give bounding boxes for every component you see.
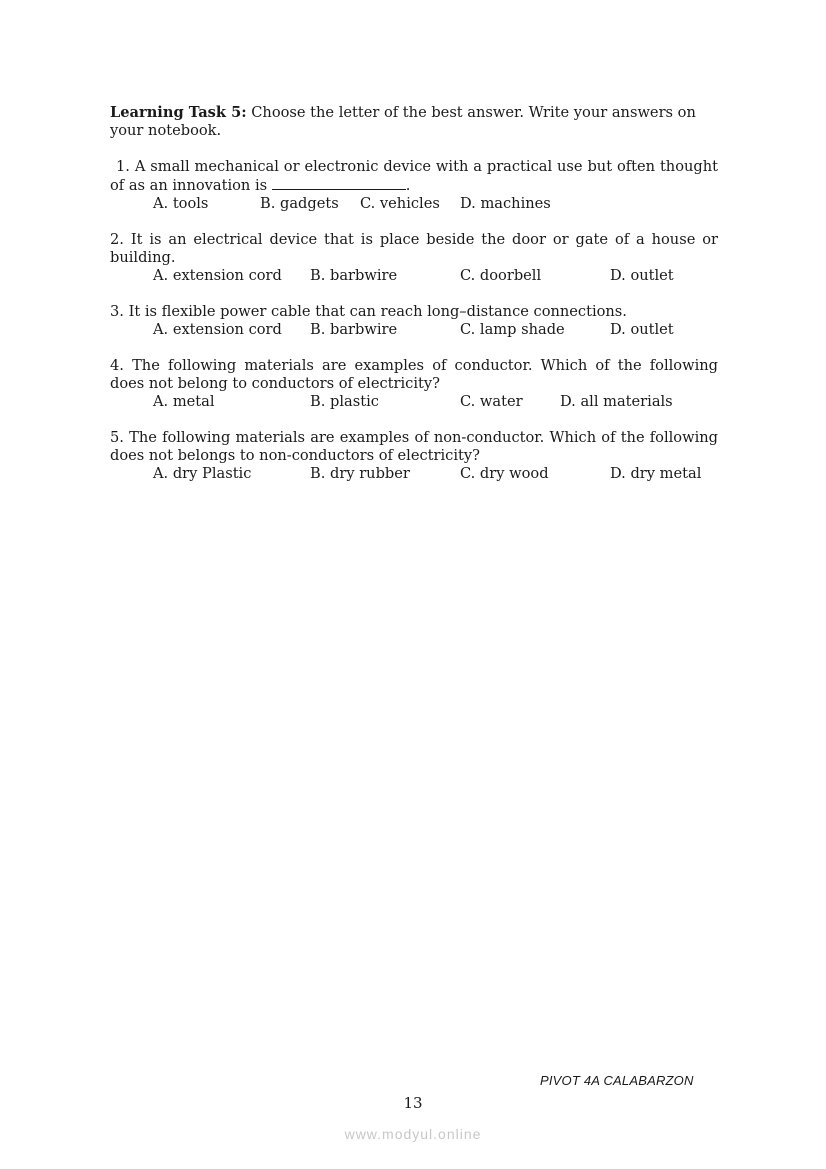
choice-a: A. extension cord: [153, 267, 282, 284]
choice-list: [110, 321, 718, 339]
question-2: [110, 231, 718, 285]
question-1-text: 1. A small mechanical or electronic device with a practical use but often thought of as an innovation is: [110, 158, 718, 194]
choice-c: C. dry wood: [460, 465, 549, 482]
answer-blank: [272, 176, 406, 190]
choice-a: A. dry Plastic: [153, 465, 252, 482]
choice-b: B. barbwire: [310, 321, 398, 338]
task-label: Learning Task 5:: [110, 104, 247, 121]
question-text: [110, 158, 718, 195]
question-1: [110, 158, 718, 213]
choice-d: D. outlet: [610, 321, 674, 338]
choice-c: C. doorbell: [460, 267, 542, 284]
choice-c: C. lamp shade: [460, 321, 565, 338]
choice-d: D. dry metal: [610, 465, 702, 482]
choice-a: A. extension cord: [153, 321, 282, 338]
page-number: 13: [403, 1094, 423, 1112]
choice-a: A. metal: [153, 393, 215, 410]
question-1-text-end: .: [405, 177, 411, 194]
choice-list: [110, 267, 718, 285]
choice-d: D. all materials: [560, 393, 673, 410]
footer-brand: PIVOT 4A CALABARZON: [540, 1073, 694, 1088]
choice-a: A. tools: [153, 195, 209, 212]
choice-d: D. machines: [460, 195, 551, 212]
choice-b: B. plastic: [310, 393, 379, 410]
question-text: 2. It is an electrical device that is place beside the door or gate of a house or building.: [110, 231, 718, 266]
choice-c: C. water: [460, 393, 523, 410]
task-instruction: [110, 104, 718, 140]
question-4: [110, 357, 718, 411]
choice-b: B. barbwire: [310, 267, 398, 284]
question-text: 4. The following materials are examples of conductor. Which of the following does not belong to conductors of electricity?: [110, 357, 718, 392]
task-instruction-text: Choose the letter of the best answer. Write your answers on your notebook.: [110, 104, 696, 139]
question-text: 3. It is flexible power cable that can reach long–distance connections.: [110, 303, 627, 320]
choice-b: B. gadgets: [260, 195, 339, 212]
document-body: [110, 104, 718, 501]
question-5: [110, 429, 718, 483]
choice-list: [110, 465, 718, 483]
choice-list: [110, 393, 718, 411]
question-3: [110, 303, 718, 339]
choice-c: C. vehicles: [360, 195, 440, 212]
question-text: 5. The following materials are examples of non-conductor. Which of the following does not belongs to non-conductors of electricity?: [110, 429, 718, 464]
choice-list: [110, 195, 718, 213]
choice-b: B. dry rubber: [310, 465, 410, 482]
watermark: www.modyul.online: [344, 1126, 482, 1142]
choice-d: D. outlet: [610, 267, 674, 284]
